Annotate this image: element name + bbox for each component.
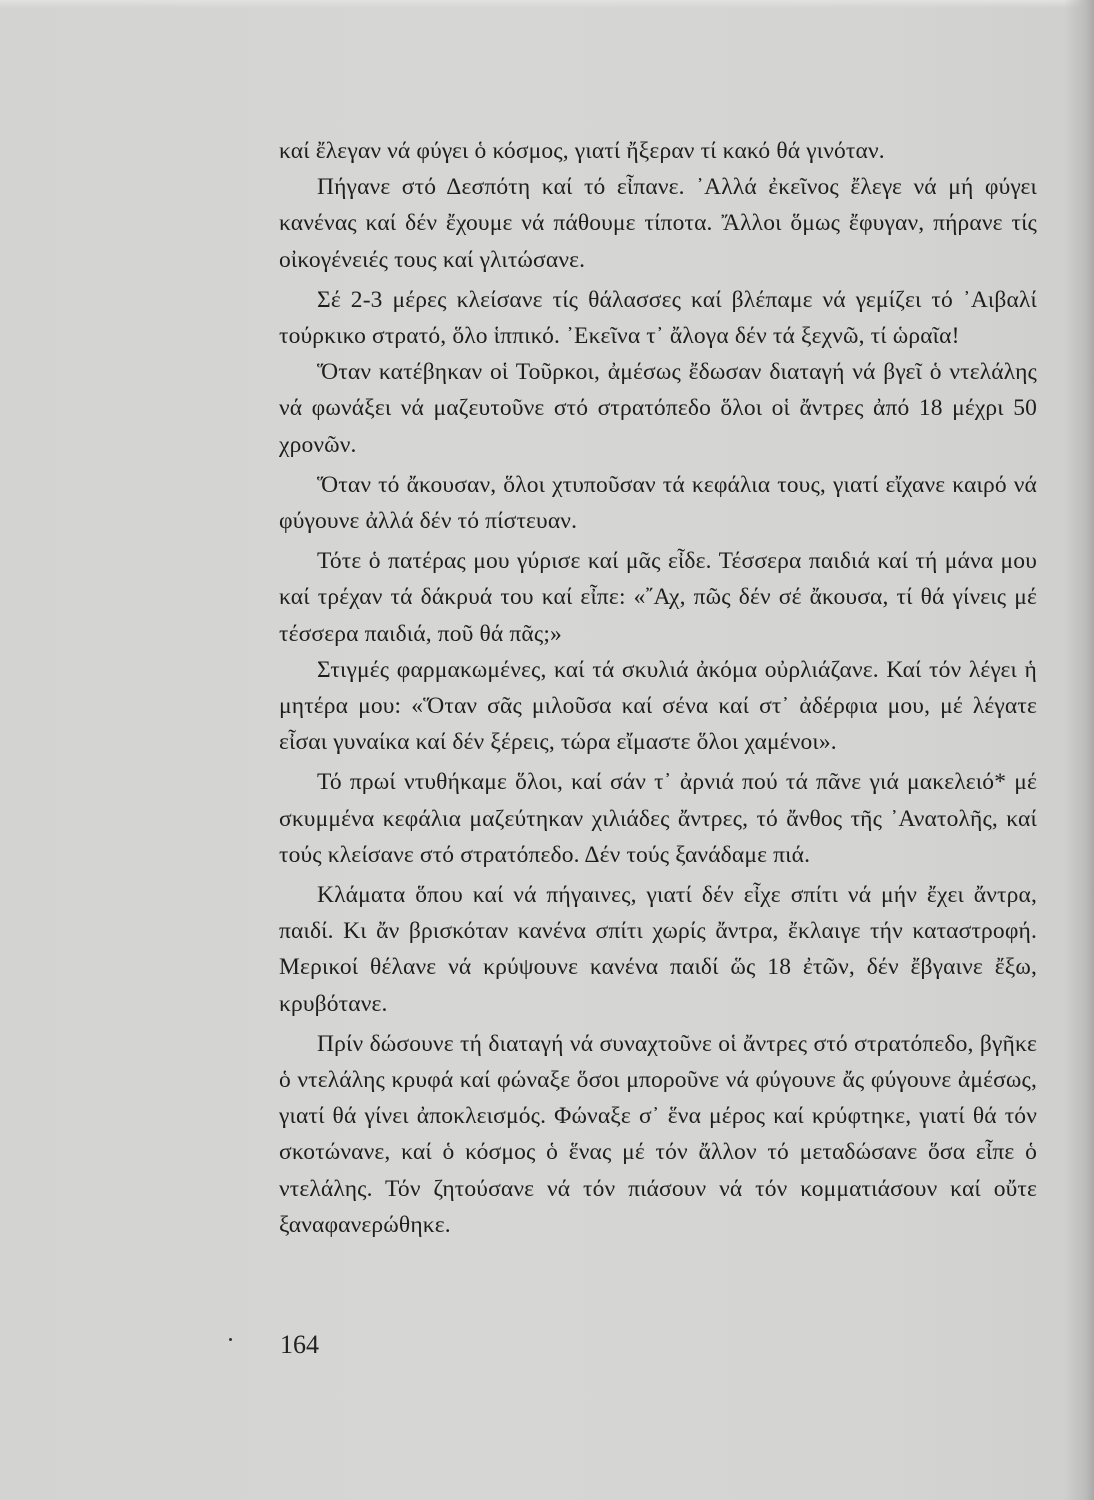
- body-text: [279, 133, 1037, 1243]
- paragraph: Στιγμές φαρμακωμένες, καί τά σκυλιά ἀκόμα οὐρλιάζανε. Καί τόν λέγει ἡ μητέρα μου: «Ὅταν σᾶς μιλοῦσα καί σένα καί στ᾿ ἀδέρφια μου, μέ λέγατε εἶσαι γυναίκα καί δέν ξέρεις, τώρα εἴμαστε ὅλοι χαμένοι».: [279, 656, 1037, 756]
- paragraph-continuation: καί ἔλεγαν νά φύγει ὁ κόσμος, γιατί ἤξεραν τί κακό θά γινόταν.: [279, 138, 885, 164]
- page-number: 164: [280, 1330, 319, 1359]
- paragraph: Ὅταν τό ἄκουσαν, ὅλοι χτυποῦσαν τά κεφάλια τους, γιατί εἴχανε καιρό νά φύγουνε ἀλλά δέν τό πίστευαν.: [279, 471, 1037, 535]
- paragraph: Πρίν δώσουνε τή διαταγή νά συναχτοῦνε οἱ ἄντρες στό στρατόπεδο, βγῆκε ὁ ντελάλης κρυφά καί φώναξε ὅσοι μποροῦνε νά φύγουνε ἄς φύγουνε ἀμέσως, γιατί θά γίνει ἀποκλεισμός. Φώναξε σ᾿ ἕνα μέρος καί κρύφτηκε, γιατί θά τόν σκοτώνανε, καί ὁ κόσμος ὁ ἕνας μέ τόν ἄλλον τό μεταδώσανε ὅσα εἶπε ὁ ντελάλης. Τόν ζητούσανε νά τόν πιάσουν νά τόν κομματιάσουν καί οὔτε ξαναφανερώθηκε.: [279, 1030, 1037, 1238]
- paragraph: Τότε ὁ πατέρας μου γύρισε καί μᾶς εἶδε. Τέσσερα παιδιά καί τή μάνα μου καί τρέχαν τά δάκρυά του καί εἶπε: «῎Αχ, πῶς δέν σέ ἄκουσα, τί θά γίνεις μέ τέσσερα παιδιά, ποῦ θά πᾶς;»: [279, 548, 1037, 647]
- paragraph: Τό πρωί ντυθήκαμε ὅλοι, καί σάν τ᾿ ἀρνιά πού τά πᾶνε γιά μακελειό* μέ σκυμμένα κεφάλια μαζεύτηκαν χιλιάδες ἄντρες, τό ἄνθος τῆς ᾿Ανατολῆς, καί τούς κλείσανε στό στρατόπεδο. Δέν τούς ξανάδαμε πιά.: [279, 769, 1037, 868]
- paragraph: Πήγανε στό Δεσπότη καί τό εἶπανε. ᾿Αλλά ἐκεῖνος ἔλεγε νά μή φύγει κανένας καί δέν ἔχουμε νά πάθουμε τίποτα. Ἄλλοι ὅμως ἔφυγαν, πήρανε τίς οἰκογένειές τους καί γλιτώσανε.: [279, 174, 1037, 273]
- page-top-edge-shadow: [0, 0, 1094, 8]
- page-gutter-shadow: [1064, 0, 1094, 1500]
- paragraph: Κλάματα ὅπου καί νά πήγαινες, γιατί δέν εἶχε σπίτι νά μήν ἔχει ἄντρα, παιδί. Κι ἄν βρισκόταν κανένα σπίτι χωρίς ἄντρα, ἔκλαιγε τήν καταστροφή. Μερικοί θέλανε νά κρύψουνε κανένα παιδί ὥς 18 ἐτῶν, δέν ἔβγαινε ἔξω, κρυβότανε.: [279, 882, 1037, 1017]
- paragraph: Σέ 2-3 μέρες κλείσανε τίς θάλασσες καί βλέπαμε νά γεμίζει τό ᾿Αιβαλί τούρκικο στρατό, ὅλο ἱππικό. ᾿Εκεῖνα τ᾿ ἄλογα δέν τά ξεχνῶ, τί ὡραῖα!: [279, 286, 1037, 350]
- ink-speck: [229, 1338, 232, 1341]
- paragraph: Ὅταν κατέβηκαν οἱ Τοῦρκοι, ἀμέσως ἔδωσαν διαταγή νά βγεῖ ὁ ντελάλης νά φωνάξει νά μαζευτοῦνε στό στρατόπεδο ὅλοι οἱ ἄντρες ἀπό 18 μέχρι 50 χρονῶν.: [279, 359, 1037, 458]
